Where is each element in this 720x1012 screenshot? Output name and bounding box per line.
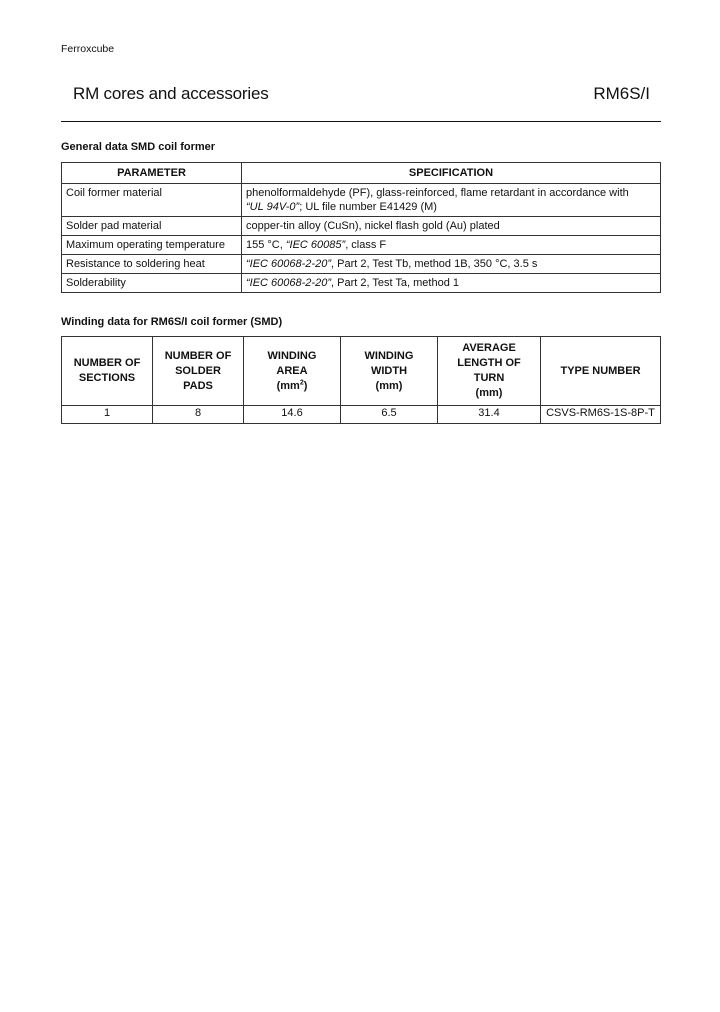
table-header-row bbox=[62, 337, 661, 406]
spec-text: phenolformaldehyde (PF), glass-reinforced, flame retardant in accordance with bbox=[246, 187, 629, 199]
header-winding-width: WINDING WIDTH (mm) bbox=[341, 337, 438, 406]
parameter-cell: Maximum operating temperature bbox=[62, 236, 242, 255]
specification-cell: copper-tin alloy (CuSn), nickel flash gold (Au) plated bbox=[242, 217, 661, 236]
company-name: Ferroxcube bbox=[61, 43, 115, 55]
table-row bbox=[62, 406, 661, 424]
parameter-cell: Coil former material bbox=[62, 184, 242, 217]
winding-width-cell: 6.5 bbox=[341, 406, 438, 424]
spec-text: , Part 2, Test Tb, method 1B, 350 °C, 3.5 s bbox=[331, 258, 538, 270]
table-row bbox=[62, 236, 661, 255]
header-parameter: PARAMETER bbox=[62, 163, 242, 184]
specification-cell bbox=[242, 236, 661, 255]
table-header-row bbox=[62, 163, 661, 184]
solder-pads-cell: 8 bbox=[153, 406, 244, 424]
specification-cell bbox=[242, 255, 661, 274]
header-specification: SPECIFICATION bbox=[242, 163, 661, 184]
spec-standard: “IEC 60068-2-20” bbox=[246, 258, 331, 270]
average-length-cell: 31.4 bbox=[438, 406, 541, 424]
header-rule bbox=[61, 121, 661, 122]
parameter-cell: Resistance to soldering heat bbox=[62, 255, 242, 274]
spec-text: , class F bbox=[345, 239, 387, 251]
page-title: RM cores and accessories bbox=[73, 84, 269, 103]
header-winding-area: WINDING AREA $(mm^2)$ bbox=[244, 337, 341, 406]
table-row bbox=[62, 217, 661, 236]
winding-area-cell: 14.6 bbox=[244, 406, 341, 424]
spec-text: , Part 2, Test Ta, method 1 bbox=[331, 277, 459, 289]
type-number-cell: CSVS-RM6S-1S-8P-T bbox=[541, 406, 661, 424]
sections-cell: 1 bbox=[62, 406, 153, 424]
spec-standard: “IEC 60085” bbox=[285, 239, 346, 251]
table-row bbox=[62, 184, 661, 217]
specification-cell bbox=[242, 184, 661, 217]
header-average-length: AVERAGE LENGTH OF TURN (mm) bbox=[438, 337, 541, 406]
winding-data-caption: Winding data for RM6S/I coil former (SMD) bbox=[61, 316, 283, 328]
table-row bbox=[62, 274, 661, 293]
winding-data-table bbox=[61, 336, 661, 424]
parameter-cell: Solder pad material bbox=[62, 217, 242, 236]
general-data-caption: General data SMD coil former bbox=[61, 141, 216, 153]
spec-text: ; UL file number E41429 (M) bbox=[299, 201, 437, 213]
general-data-table bbox=[61, 162, 661, 293]
spec-text: 155 °C, bbox=[246, 239, 286, 251]
parameter-cell: Solderability bbox=[62, 274, 242, 293]
specification-cell bbox=[242, 274, 661, 293]
part-number: RM6S/I bbox=[593, 84, 650, 103]
spec-standard: “IEC 60068-2-20” bbox=[246, 277, 331, 289]
spec-standard: “UL 94V-0” bbox=[246, 201, 300, 213]
header-solder-pads: NUMBER OF SOLDER PADS bbox=[153, 337, 244, 406]
table-row bbox=[62, 255, 661, 274]
header-type-number: TYPE NUMBER bbox=[541, 337, 661, 406]
header-sections: NUMBER OF SECTIONS bbox=[62, 337, 153, 406]
